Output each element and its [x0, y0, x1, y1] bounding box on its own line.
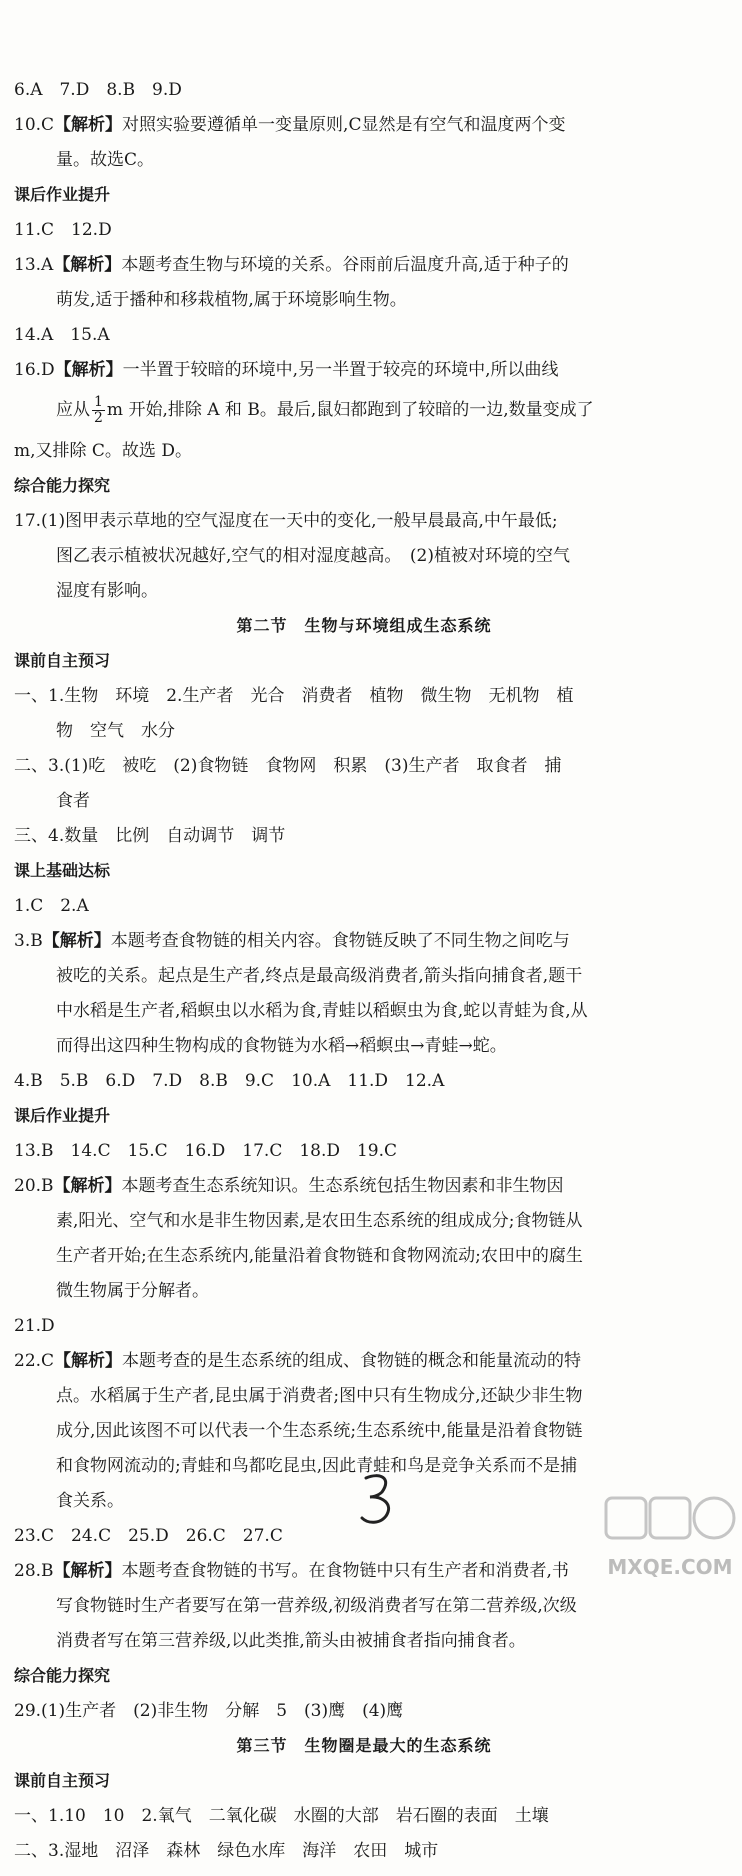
analysis-tag: 【解析】 [54, 115, 123, 135]
answer-continuation: 湿度有影响。 [56, 581, 158, 601]
answer-line: m,又排除 C。故选 D。 [14, 441, 192, 461]
answer-number: 一、 [14, 686, 48, 706]
answer-item [14, 756, 714, 811]
answer-line: 29.(1)生产者 (2)非生物 分解 5 (3)鹰 (4)鹰 [14, 1701, 404, 1721]
answer-text: (1)图甲表示草地的空气湿度在一天中的变化,一般早晨最高,中午最低; [41, 511, 558, 531]
answer-number: 28.B [14, 1561, 54, 1581]
answer-continuation: 生产者开始;在生态系统内,能量沿着食物链和食物网流动;农田中的腐生 [56, 1246, 583, 1266]
answer-text-continued: 萌发,适于播种和移栽植物,属于环境影响生物。 [56, 290, 407, 310]
answer-text-continued: 被吃的关系。起点是生产者,终点是最高级消费者,箭头指向捕食者,题干 [56, 966, 583, 986]
answer-continuation: 中水稻是生产者,稻螟虫以水稻为食,青蛙以稻螟虫为食,蛇以青蛙为食,从 [56, 1001, 588, 1021]
answer-text: 本题考查生物与环境的关系。谷雨前后温度升高,适于种子的 [121, 255, 569, 275]
answer-page [14, 80, 714, 1876]
answer-text-continued: 点。水稻属于生产者,昆虫属于消费者;图中只有生物成分,还缺少非生物 [56, 1386, 583, 1406]
answer-item [14, 255, 714, 310]
answer-text-continued: 素,阳光、空气和水是非生物因素,是农田生态系统的组成成分;食物链从 [56, 1211, 583, 1231]
answer-number: 17. [14, 511, 42, 531]
answer-item [14, 511, 714, 566]
answer-line: 二、3.湿地 沼泽 森林 绿色水库 海洋 农田 城市 [14, 1841, 439, 1861]
answer-text-continued: 写食物链时生产者要写在第一营养级,初级消费者写在第二营养级,次级 [56, 1596, 577, 1616]
answer-line: 4.B 5.B 6.D 7.D 8.B 9.C 10.A 11.D 12.A [14, 1071, 445, 1091]
answer-line: 23.C 24.C 25.D 26.C 27.C [14, 1526, 283, 1546]
answer-text-continued: 量。故选C。 [56, 150, 155, 170]
answer-continuation: 微生物属于分解者。 [56, 1281, 209, 1301]
answer-text: 本题考查生态系统知识。生态系统包括生物因素和非生物因 [121, 1176, 564, 1196]
chapter-section-title: 第三节 生物圈是最大的生态系统 [236, 1736, 492, 1755]
analysis-tag: 【解析】 [53, 1176, 122, 1196]
text-after-fraction: m 开始,排除 A 和 B。最后,鼠妇都跑到了较暗的一边,数量变成了 [106, 400, 594, 420]
answer-continuation: 而得出这四种生物构成的食物链为水稻→稻螟虫→青蛙→蛇。 [56, 1036, 507, 1056]
analysis-tag: 【解析】 [53, 1561, 122, 1581]
answer-item [14, 931, 714, 986]
answer-continuation: 和食物网流动的;青蛙和鸟都吃昆虫,因此青蛙和鸟是竞争关系而不是捕 [56, 1456, 578, 1476]
answer-line: 13.B 14.C 15.C 16.D 17.C 18.D 19.C [14, 1141, 398, 1161]
answer-text: 本题考查的是生态系统的组成、食物链的概念和能量流动的特 [122, 1351, 582, 1371]
answer-line: 1.C 2.A [14, 896, 89, 916]
answer-line: 三、4.数量 比例 自动调节 调节 [14, 826, 286, 846]
text-before-fraction: 应从 [56, 400, 90, 420]
analysis-tag: 【解析】 [42, 931, 111, 951]
answer-item [14, 1176, 714, 1231]
answer-line: 11.C 12.D [14, 220, 112, 240]
answer-text: 对照实验要遵循单一变量原则,C显然是有空气和温度两个变 [122, 115, 566, 135]
section-heading: 课后作业提升 [14, 185, 111, 204]
answer-line-with-fraction [14, 395, 714, 426]
watermark-text: MXQE.COM [607, 1555, 733, 1579]
section-heading: 课前自主预习 [14, 651, 111, 670]
answer-number: 16.D [14, 360, 55, 380]
chapter-section-title: 第二节 生物与环境组成生态系统 [236, 616, 492, 635]
section-heading: 课上基础达标 [14, 861, 111, 880]
answer-number: 10.C [14, 115, 55, 135]
watermark-logo [600, 1490, 740, 1590]
section-heading: 课前自主预习 [14, 1771, 111, 1790]
answer-continuation: 食关系。 [56, 1491, 124, 1511]
answer-text: 本题考查食物链的相关内容。食物链反映了不同生物之间吃与 [110, 931, 570, 951]
answer-text-continued: 物 空气 水分 [56, 721, 175, 741]
answer-text: 3.(1)吃 被吃 (2)食物链 食物网 积累 (3)生产者 取食者 捕 [48, 756, 562, 776]
answer-text-continued: 图乙表示植被状况越好,空气的相对湿度越高。 (2)植被对环境的空气 [56, 546, 570, 566]
answer-number: 二、 [14, 756, 48, 776]
answer-item [14, 360, 714, 380]
section-heading: 课后作业提升 [14, 1106, 111, 1125]
answer-number: 20.B [14, 1176, 54, 1196]
answer-line: 14.A 15.A [14, 325, 110, 345]
answer-item [14, 686, 714, 741]
answer-continuation: 消费者写在第三营养级,以此类推,箭头由被捕食者指向捕食者。 [56, 1631, 526, 1651]
answer-line: 一、1.10 10 2.氧气 二氧化碳 水圈的大部 岩石圈的表面 土壤 [14, 1806, 549, 1826]
answer-number: 13.A [14, 255, 54, 275]
answer-line: 21.D [14, 1316, 55, 1336]
answer-line: 6.A 7.D 8.B 9.D [14, 80, 182, 100]
fraction-denominator: 2 [94, 410, 103, 426]
fraction [92, 395, 105, 426]
section-heading: 综合能力探究 [14, 1666, 111, 1685]
answer-continuation: 成分,因此该图不可以代表一个生态系统;生态系统中,能量是沿着食物链 [56, 1421, 583, 1441]
answer-item [14, 115, 714, 170]
answer-text: 1.生物 环境 2.生产者 光合 消费者 植物 微生物 无机物 植 [48, 686, 574, 706]
answer-number: 22.C [14, 1351, 55, 1371]
analysis-tag: 【解析】 [54, 360, 123, 380]
analysis-tag: 【解析】 [53, 255, 122, 275]
answer-text: 一半置于较暗的环境中,另一半置于较亮的环境中,所以曲线 [122, 360, 559, 380]
analysis-tag: 【解析】 [54, 1351, 123, 1371]
answer-text: 本题考查食物链的书写。在食物链中只有生产者和消费者,书 [121, 1561, 569, 1581]
answer-text-continued: 食者 [56, 791, 90, 811]
fraction-numerator: 1 [94, 394, 103, 410]
answer-item [14, 1351, 714, 1406]
handwritten-page-number [358, 1470, 398, 1530]
section-heading: 综合能力探究 [14, 476, 111, 495]
answer-number: 3.B [14, 931, 43, 951]
